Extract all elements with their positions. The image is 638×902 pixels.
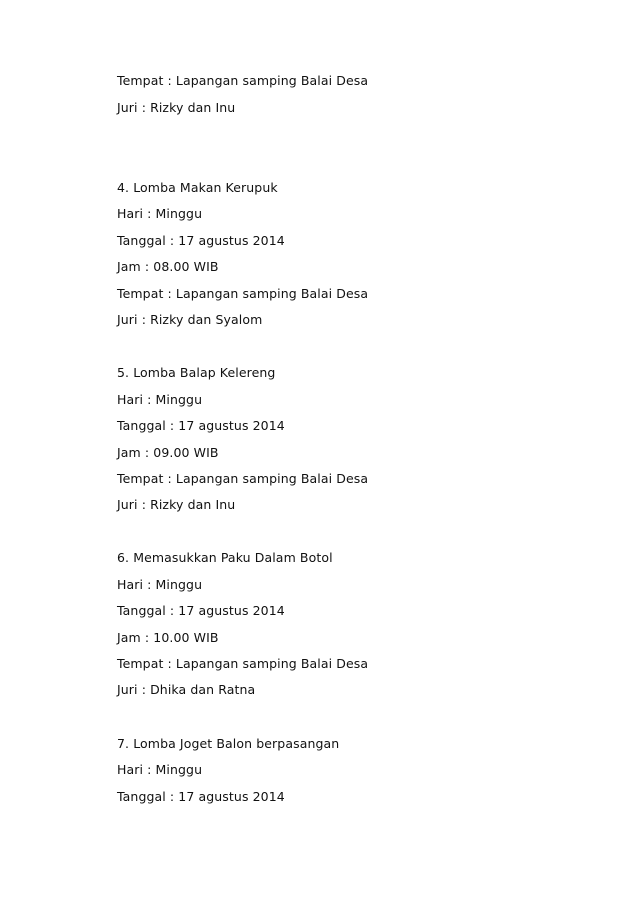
event-7-title: 7. Lomba Joget Balon berpasangan (117, 736, 340, 751)
continued-juri: Juri : Rizky dan Inu (117, 100, 236, 115)
event-4-tanggal: Tanggal : 17 agustus 2014 (117, 233, 285, 248)
event-6-title: 6. Memasukkan Paku Dalam Botol (117, 550, 333, 565)
event-5-tempat: Tempat : Lapangan samping Balai Desa (117, 471, 369, 486)
event-6-tanggal: Tanggal : 17 agustus 2014 (117, 603, 285, 618)
event-5-hari: Hari : Minggu (117, 392, 203, 407)
event-5-jam: Jam : 09.00 WIB (117, 445, 219, 460)
event-4-hari: Hari : Minggu (117, 206, 203, 221)
event-4-title: 4. Lomba Makan Kerupuk (117, 180, 278, 195)
event-5-tanggal: Tanggal : 17 agustus 2014 (117, 418, 285, 433)
event-5-title: 5. Lomba Balap Kelereng (117, 365, 276, 380)
event-6-tempat: Tempat : Lapangan samping Balai Desa (117, 656, 369, 671)
event-7-tanggal: Tanggal : 17 agustus 2014 (117, 789, 285, 804)
event-6-jam: Jam : 10.00 WIB (117, 630, 219, 645)
event-6-hari: Hari : Minggu (117, 577, 203, 592)
event-5-juri: Juri : Rizky dan Inu (117, 497, 236, 512)
event-4-jam: Jam : 08.00 WIB (117, 259, 219, 274)
event-7-hari: Hari : Minggu (117, 762, 203, 777)
continued-tempat: Tempat : Lapangan samping Balai Desa (117, 73, 369, 88)
event-6-juri: Juri : Dhika dan Ratna (117, 682, 256, 697)
event-4-juri: Juri : Rizky dan Syalom (117, 312, 263, 327)
event-4-tempat: Tempat : Lapangan samping Balai Desa (117, 286, 369, 301)
